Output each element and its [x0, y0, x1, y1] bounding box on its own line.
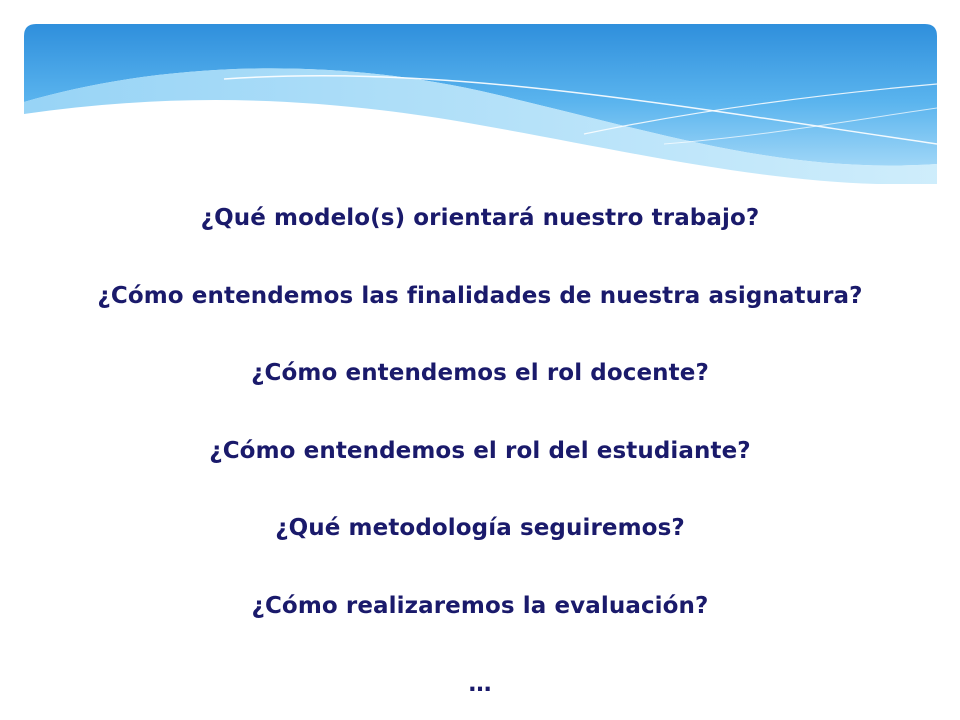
wave-decoration [24, 24, 937, 184]
question-student-role: ¿Cómo entendemos el rol del estudiante? [209, 437, 751, 464]
question-teacher-role: ¿Cómo entendemos el rol docente? [251, 360, 709, 386]
ellipsis-continuation: … [468, 671, 492, 697]
question-models: ¿Qué modelo(s) orientará nuestro trabajo? [200, 205, 760, 231]
question-methodology: ¿Qué metodología seguiremos? [275, 515, 685, 541]
header-banner [24, 24, 937, 184]
question-evaluation: ¿Cómo realizaremos la evaluación? [251, 592, 709, 619]
question-subject-purposes: ¿Cómo entendemos las finalidades de nuestra asignatura? [97, 282, 863, 309]
question-list [0, 196, 960, 661]
